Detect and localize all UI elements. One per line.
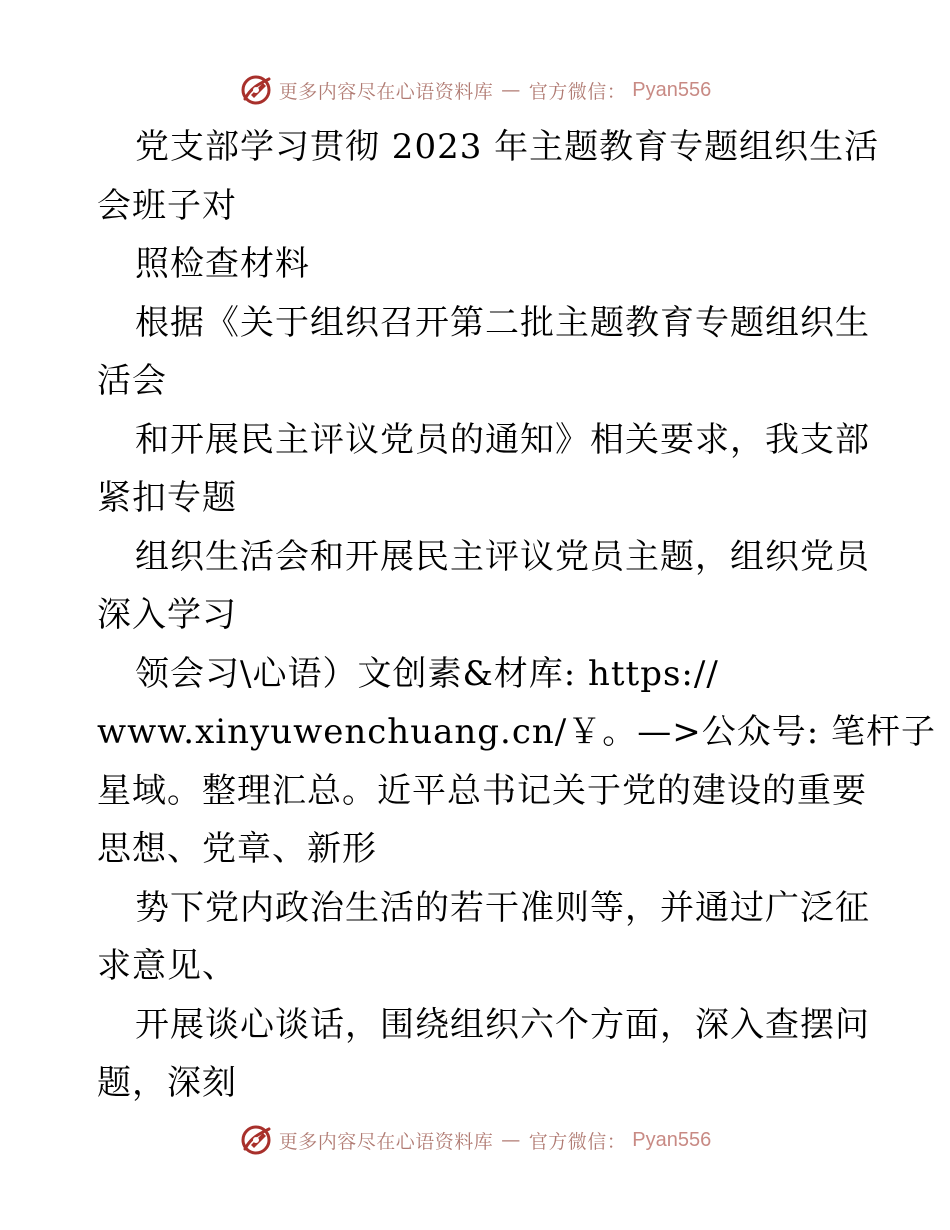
text-line-1: 党支部学习贯彻 2023 年主题教育专题组织生活 <box>135 127 880 167</box>
text-line-8: 组织生活会和开展民主评议党员主题，组织党员 <box>135 536 870 577</box>
banner-site-text: 更多内容尽在心语资料库 <box>278 1130 494 1153</box>
banner-wechat-label: 官方微信： <box>528 80 627 103</box>
document-body <box>97 118 936 1113</box>
text-line-14: 势下党内政治生活的若干准则等，并通过广泛征 <box>135 887 870 928</box>
text-line-4: 根据《关于组织召开第二批主题教育专题组织生 <box>135 302 870 343</box>
banner-wechat-id: Pyan556 <box>632 78 712 101</box>
text-line-12: 星域。整理汇总。近平总书记关于党的建设的重要 <box>97 770 867 811</box>
header-watermark-banner <box>0 70 950 110</box>
text-line-9: 深入学习 <box>97 595 237 635</box>
text-line-10: 领会习\心语）文创素&材库: https:// <box>135 653 719 694</box>
text-line-6: 和开展民主评议党员的通知》相关要求，我支部 <box>135 419 870 460</box>
text-line-2: 会班子对 <box>97 185 237 226</box>
text-line-3: 照检查材料 <box>135 244 310 284</box>
text-line-17: 题，深刻 <box>97 1063 237 1103</box>
text-line-7: 紧扣专题 <box>97 478 237 518</box>
text-line-13: 思想、党章、新形 <box>97 829 377 869</box>
pen-swirl-logo-icon <box>239 73 273 107</box>
banner-wechat-id: Pyan556 <box>632 1128 712 1151</box>
banner-site-text: 更多内容尽在心语资料库 <box>278 80 494 103</box>
text-line-11: www.xinyuwenchuang.cn/￥。—>公众号: 笔杆子 <box>97 712 936 752</box>
banner-wechat-label: 官方微信： <box>528 1130 627 1153</box>
text-line-16: 开展谈心谈话，围绕组织六个方面，深入查摆问 <box>135 1004 870 1045</box>
text-line-5: 活会 <box>97 361 167 401</box>
banner-separator: — <box>501 79 521 101</box>
pen-swirl-logo-icon <box>239 1123 273 1157</box>
text-line-15: 求意见、 <box>97 946 237 986</box>
banner-separator: — <box>501 1129 521 1151</box>
footer-watermark-banner <box>0 1120 950 1160</box>
